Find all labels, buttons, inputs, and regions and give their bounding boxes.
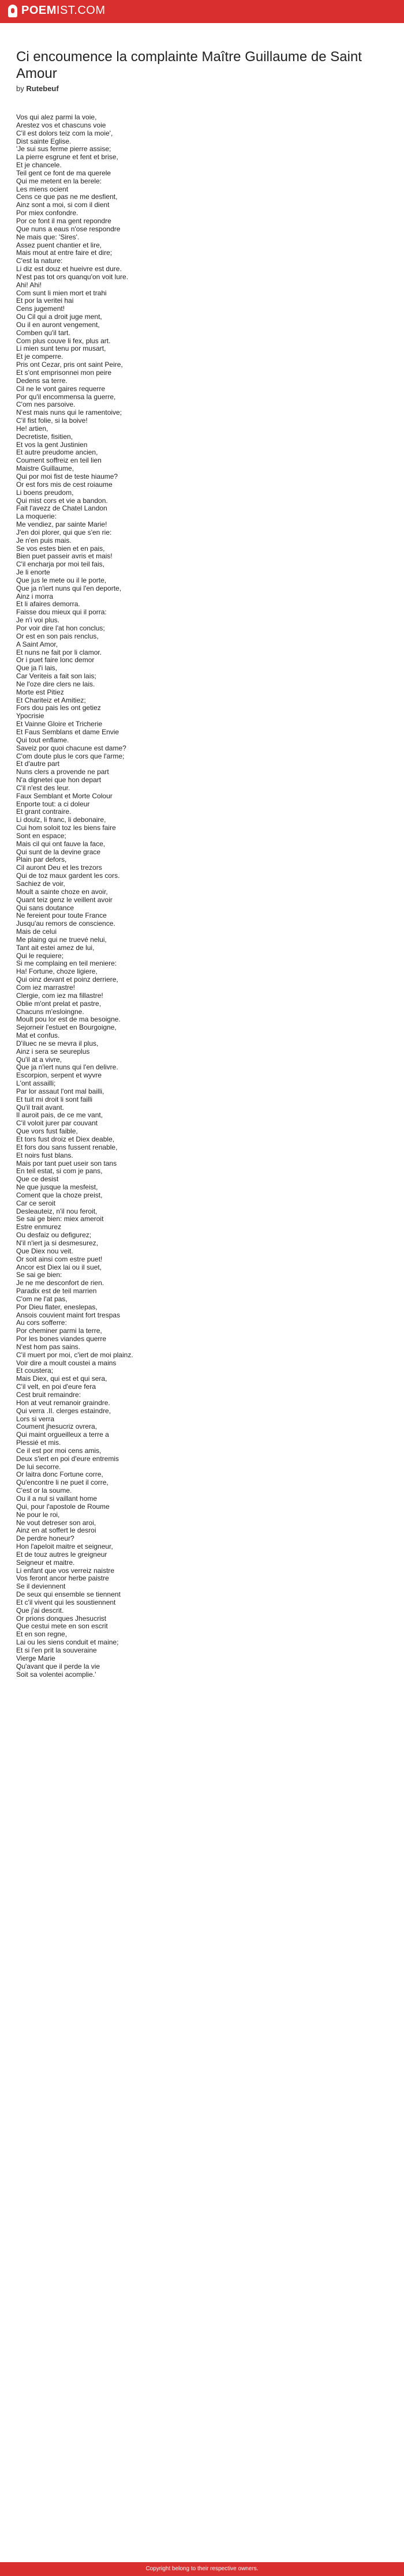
poem-line: Il auroit pais, de ce me vant, (16, 1111, 103, 1120)
poem-line: Com iez marrastre! (16, 983, 76, 992)
poem-line: Que Diex nou veit. (16, 1246, 73, 1255)
poem-line: Ne vout detreser son aroi, (16, 1518, 96, 1527)
poem-line: Ou Cil qui a droit juge ment, (16, 313, 102, 321)
poem-line: Ce il est por moi cens amis, (16, 1446, 102, 1455)
poem-line: Que cestui mete en son escrit (16, 1622, 108, 1631)
poem-line: Ainz i morra (16, 592, 54, 600)
poem-line: Voir dire a moult coustei a mains (16, 1358, 117, 1367)
poem-line: Ne l'oze dire clers ne lais. (16, 679, 95, 688)
poem-line: La pierre esgrune et fent et brise, (16, 153, 118, 162)
poem-line: Clergie, com iez ma fillastre! (16, 991, 103, 1000)
poem-line: C'il muert por moi, c'iert de moi plainz. (16, 1350, 133, 1359)
poem-line: C'om ne l'at pas, (16, 1294, 68, 1303)
poem-line: Ainz i sera se seureplus (16, 1047, 90, 1056)
poem-line: Que ja n'iert nuns qui l'en delivre. (16, 1063, 118, 1072)
poem-line: Maistre Guillaume, (16, 464, 74, 473)
poem-line: Sejorneir l'estuet en Bourgoigne, (16, 1023, 117, 1032)
poem-line: Or i puet faire lonc demor (16, 656, 95, 664)
poem-line: Que jus le mete ou il le porte, (16, 576, 107, 584)
poem-line: N'a dignetei que hon depart (16, 776, 102, 784)
poem-line: Coument jhesucriz ovrera, (16, 1422, 98, 1431)
poem-line: Ancor est Diex lai ou il suet, (16, 1263, 102, 1271)
poem-line: Or est en son pais renclus, (16, 632, 99, 640)
poem-line: Et Chariteiz et Amitiez; (16, 696, 86, 704)
poem-line: Seigneur et maitre. (16, 1558, 75, 1567)
poem-line: Cest bruit remaindre: (16, 1391, 81, 1399)
poem-line: Ou il en auront vengement, (16, 320, 100, 329)
poem-line: Et noirs fust blans. (16, 1151, 73, 1159)
poem-line: Cens ce que pas ne me desfient, (16, 193, 118, 201)
poem-line: Cens jugement! (16, 305, 65, 313)
poem-line: Je n'en puis mais. (16, 536, 72, 545)
poem-line: Lai ou les siens conduit et maine; (16, 1638, 119, 1647)
poem-line: Qui me metent en la berele: (16, 177, 102, 185)
poem-line: Nuns clers a provende ne part (16, 768, 109, 776)
poem-line: Quant teiz genz le veillent avoir (16, 895, 113, 904)
poem-line: Fait l'avezz de Chatel Landon (16, 504, 107, 513)
poem-line: Et c'il vivent qui les soustiennent (16, 1598, 116, 1606)
poem-line: Ne pour le roi, (16, 1510, 60, 1519)
poem-line: Dist sainte Eglise. (16, 137, 72, 145)
poem-line: Enporte tout: a ci doleur (16, 799, 90, 808)
poem-line: 'Je sui sus ferme pierre assise; (16, 145, 111, 153)
poem-line: Li doulz, li franc, li debonaire, (16, 816, 106, 824)
poem-line: Cil ne le vont gaires requerre (16, 384, 106, 393)
poem-line: Ahi! Ahi! (16, 280, 42, 289)
poem-line: Lors si verra (16, 1414, 55, 1423)
poem-line: N'est hom pas sains. (16, 1342, 81, 1351)
poem-line: Qui le requiere; (16, 951, 64, 960)
poem-line: Fors dou pais les ont getiez (16, 704, 101, 712)
logo-text-light: IST.COM (56, 4, 106, 17)
poem-line: Cil auront Deu et les trezors (16, 863, 102, 872)
poem-line: C'il n'est des leur. (16, 783, 70, 792)
poem-line: Que vors fust faible, (16, 1127, 78, 1136)
poem-line: C'il est dolors teiz com la moie', (16, 129, 113, 137)
poem-line: Faux Semblant et Morte Colour (16, 791, 113, 800)
poem-line: Ypocrisie (16, 712, 44, 720)
site-logo[interactable] (8, 4, 106, 17)
poem-line: Se vos estes bien et en pais, (16, 544, 105, 553)
poem-line: C'est or la soume. (16, 1486, 72, 1495)
poem-line: Et je comperre. (16, 352, 63, 361)
poem-line: Car Veriteis a fait son lais; (16, 672, 96, 681)
poem-line: Et grant contraire. (16, 808, 72, 816)
poem-line: Qui sunt de la devine grace (16, 847, 101, 856)
poem-line: C'est la nature: (16, 257, 63, 265)
poem-line: Mat et confus. (16, 1031, 60, 1040)
poem-line: Sont en espace; (16, 831, 66, 840)
poem-line: Morte est Pitiez (16, 688, 64, 696)
poem-line: C'il encharja por moi teil fais, (16, 560, 105, 569)
poem-line: A Saint Amor, (16, 640, 58, 648)
poem-line: Qui tout enflame. (16, 735, 69, 744)
poem-line: La moquerie: (16, 512, 57, 521)
byline (16, 84, 386, 93)
poem-line: C'om nes parsoive. (16, 400, 76, 409)
poem-line: Ne que jusque la mesfeist, (16, 1183, 98, 1192)
poem-line: Or laitra donc Fortune corre, (16, 1470, 103, 1479)
poem-line: De seux qui ensemble se tiennent (16, 1590, 121, 1599)
poem-line: Se sai ge bien: (16, 1271, 62, 1279)
poem-line: Or soit ainsi com estre puet! (16, 1255, 103, 1263)
poem-line: Escorpion, serpent et wyvre (16, 1071, 102, 1080)
poem-line: Me plaing qui ne truevé nelui, (16, 935, 107, 944)
poem-line: C'il fist folie, si la boive! (16, 416, 88, 425)
poem-line: Qui oinz devant et poinz derriere, (16, 975, 118, 984)
poem-line: Moult pou lor est de ma besoigne. (16, 1015, 121, 1024)
poem-line: Desleauteiz, n'il nou feroit, (16, 1207, 98, 1215)
poem-line: C'il velt, en poi d'eure fera (16, 1383, 96, 1391)
poem-line: Et je chancele. (16, 161, 62, 170)
poem-line: Ainz en at soffert le desroi (16, 1526, 96, 1535)
poem-line: Et li afaires demorra. (16, 600, 80, 609)
poem-line: Mais cil qui ont fauve la face, (16, 839, 106, 848)
poem-line: Et vos la gent Justinien (16, 440, 88, 449)
poem-line: N'il n'iert ja si desmesurez, (16, 1238, 98, 1247)
poem-line: Or prions donques Jhesucrist (16, 1614, 107, 1623)
poem-line: Que j'ai descrit. (16, 1606, 64, 1614)
poem-line: Que nuns a eaus n'ose respondre (16, 224, 121, 233)
poem-line: Com plus couve li fex, plus art. (16, 336, 111, 345)
poem-line: Tant ait estei amez de lui, (16, 943, 95, 952)
poem-line: Ansois couvient maint fort trespas (16, 1310, 121, 1319)
poem-line: Les miens ocient (16, 185, 69, 193)
poem-line: Por ce font il ma gent repondre (16, 216, 111, 225)
poem-line: Por les bones viandes querre (16, 1335, 107, 1343)
poem-line: De perdre honeur? (16, 1534, 74, 1543)
poem-line: Li diz est douz et hueivre est dure. (16, 265, 122, 273)
poem-line: Qui verra .II. clerges estaindre, (16, 1406, 111, 1415)
poem-line: Or est fors mis de cest roiaume (16, 480, 113, 489)
poem-line: Coment que la choze preist, (16, 1191, 103, 1199)
poem-line: Et Faus Semblans et dame Envie (16, 727, 119, 736)
poem-line: Que ja l'i lais, (16, 664, 57, 673)
author-link[interactable]: Rutebeuf (26, 84, 59, 93)
top-bar (0, 0, 404, 23)
poem-line: Qui maint orgueilleux a terre a (16, 1430, 109, 1439)
poem-line: Car ce seroit (16, 1199, 56, 1207)
poem-line: Qui por moi fist de teste hiaume? (16, 472, 118, 480)
poem-line: Por cheminer parmi la terre, (16, 1327, 102, 1335)
footer (0, 2562, 404, 2576)
poem-line: Que ce desist (16, 1175, 59, 1184)
poem-line: N'est pas tot ors quanqu'on voit lure. (16, 272, 129, 281)
poem-line: Au cors sofferre: (16, 1319, 67, 1327)
poem-line: Oblie m'ont prelat et pastre, (16, 999, 102, 1008)
poem-line: Ainz sont a moi, si com il dient (16, 201, 110, 209)
logo-mark-icon (8, 5, 17, 17)
poem-line: Por miex confondre. (16, 209, 78, 217)
logo-text-bold: POEM (21, 4, 57, 17)
poem-line: Sachiez de voir, (16, 880, 65, 888)
poem-line: Qu'avant que il perde la vie (16, 1662, 100, 1670)
poem-line: Je n'i voi plus. (16, 616, 59, 625)
poem-line: Et en son regne, (16, 1630, 68, 1639)
poem-line: Ou il a nul si vaillant home (16, 1494, 98, 1503)
poem-line: Decretiste, fisitien, (16, 432, 73, 441)
poem-line: Mais Diex, qui est et qui sera, (16, 1375, 107, 1383)
poem-content (16, 48, 386, 1678)
poem-line: Coument soffreiz en teil lien (16, 456, 102, 465)
poem-line: Plessié et mis. (16, 1439, 61, 1447)
poem-line: Dedens sa terre. (16, 376, 68, 385)
poem-line: Teil gent ce font de ma querele (16, 168, 111, 177)
poem-line: Ha! Fortune, choze ligiere, (16, 967, 98, 976)
poem-line: Por qu'il encommensa la guerre, (16, 392, 116, 401)
poem-line: Arestez vos et chascuns voie (16, 121, 106, 129)
poem-title: Ci encoumence la complainte Maître Guillaume de Saint Amour (16, 49, 362, 81)
poem-line: Saveiz por quoi chacune est dame? (16, 743, 126, 752)
poem-line: Mais de celui (16, 927, 57, 936)
poem-line: Qu'encontre li ne puet il corre, (16, 1478, 109, 1487)
poem-line: Qui de toz maux gardent les cors. (16, 872, 120, 880)
poem-line: Li enfant que vos verreiz naistre (16, 1566, 115, 1575)
poem-line: N'est mais nuns qui le ramentoive; (16, 408, 122, 417)
poem-line: Paradix est de teil marrien (16, 1287, 97, 1295)
poem-line: Faisse dou mieux qui il porra: (16, 608, 107, 617)
poem-line: Comben qu'il tart. (16, 328, 70, 337)
poem-line: Et si l'en prit la souveraine (16, 1646, 97, 1654)
poem-line: Qu'il trait avant. (16, 1103, 64, 1111)
poem-line: Assez puent chantier et lire, (16, 241, 102, 249)
poem-line: Por voir dire l'at hon conclus; (16, 624, 105, 632)
poem-line: Et nuns ne fait por li clamor. (16, 648, 102, 656)
poem-line: Et por la veritei hai (16, 296, 74, 305)
poem-line: He! artien, (16, 424, 48, 433)
poem-line: J'en doi plorer, qui que s'en rie: (16, 528, 112, 536)
poem-line: Com sunt li mien mort et trahi (16, 288, 107, 297)
poem-line: Vos qui alez parmi la voie, (16, 113, 97, 121)
poem-line: Et autre preudome ancien, (16, 448, 98, 457)
poem-line: Ne mais que: 'Sires'. (16, 232, 80, 241)
poem-line: Par lor assaut l'ont mal bailli, (16, 1087, 104, 1095)
poem-line: Plain par defors, (16, 855, 67, 864)
poem-line: Me vendiez, par sainte Marie! (16, 520, 107, 529)
poem-line: Por Dieu flater, eneslepas, (16, 1302, 98, 1311)
poem-line: Et fors dou sans fussent renable, (16, 1143, 118, 1151)
poem-line: Qui mist cors et vie a bandon. (16, 496, 108, 505)
poem-line: Et s'ont emprisonnei mon peire (16, 369, 112, 377)
poem-body (16, 114, 386, 1678)
poem-line: Je li enorte (16, 568, 50, 577)
poem-line: De lui secorre. (16, 1462, 61, 1471)
poem-line: C'il voloit jurer par couvant (16, 1119, 98, 1128)
poem-line: Et Vainne Gloire et Tricherie (16, 720, 103, 729)
poem-line: Mais mout at entre faire et dire; (16, 249, 113, 257)
poem-line: Et coustera; (16, 1366, 54, 1375)
poem-line: Pris ont Cezar, pris ont saint Peire, (16, 361, 123, 369)
poem-line: Bien puet passeir avris et mais! (16, 552, 113, 561)
poem-line: Qui sans doutance (16, 903, 74, 912)
poem-line: C'om doute plus le cors que l'arme; (16, 752, 125, 760)
poem-line: Ou desfaiz ou defigurez; (16, 1231, 92, 1240)
poem-line: Vierge Marie (16, 1654, 55, 1662)
poem-line: Moult a sainte choze en avoir, (16, 887, 108, 896)
poem-line: Hon at veut remanoir graindre. (16, 1398, 110, 1407)
poem-line: Ne fereient pour toute France (16, 911, 107, 920)
poem-line: Que ja n'iert nuns qui l'en deporte, (16, 584, 122, 592)
poem-line: Li mien sunt tenu por musart, (16, 344, 106, 353)
copyright-text: Copyright belong to their respective owners. (145, 2566, 259, 2572)
poem-line: Qui, pour l'apostole de Roume (16, 1502, 110, 1511)
poem-line: En teil estat, si com je pans, (16, 1167, 103, 1176)
poem-line: Chacuns m'esloingne. (16, 1007, 84, 1016)
poem-line: Si me complaing en teil meniere: (16, 959, 117, 968)
poem-line: Soit sa volentei acomplie.' (16, 1670, 96, 1678)
by-label: by (16, 84, 24, 93)
poem-line: Vos feront ancor herbe paistre (16, 1574, 109, 1583)
poem-line: Li boens preudom, (16, 488, 74, 497)
poem-line: Cui hom soloit toz les biens faire (16, 824, 116, 832)
poem-line: Se sai ge bien: miex ameroit (16, 1215, 104, 1223)
poem-line: Qu'il at a vivre, (16, 1055, 62, 1064)
poem-line: Mais por tant puet useir son tans (16, 1159, 117, 1167)
poem-line: D'iluec ne se mevra il plus, (16, 1039, 99, 1047)
poem-line: Et de touz autres le greigneur (16, 1550, 107, 1559)
poem-line: Et tuit mi droit li sont failli (16, 1095, 93, 1103)
poem-line: Et d'autre part (16, 760, 59, 768)
poem-line: Deux s'iert en poi d'eure entremis (16, 1454, 119, 1463)
poem-line: Et tors fust droiz et Diex deable, (16, 1135, 115, 1143)
poem-line: Je ne me desconfort de rien. (16, 1279, 104, 1287)
poem-line: Se il deviennent (16, 1582, 66, 1591)
poem-line: Estre enmurez (16, 1223, 62, 1231)
poem-line: L'ont assailli; (16, 1079, 56, 1088)
poem-line: Jusqu'au remors de conscience. (16, 919, 115, 928)
poem-line: Hon l'apeloit maitre et seigneur, (16, 1542, 113, 1551)
